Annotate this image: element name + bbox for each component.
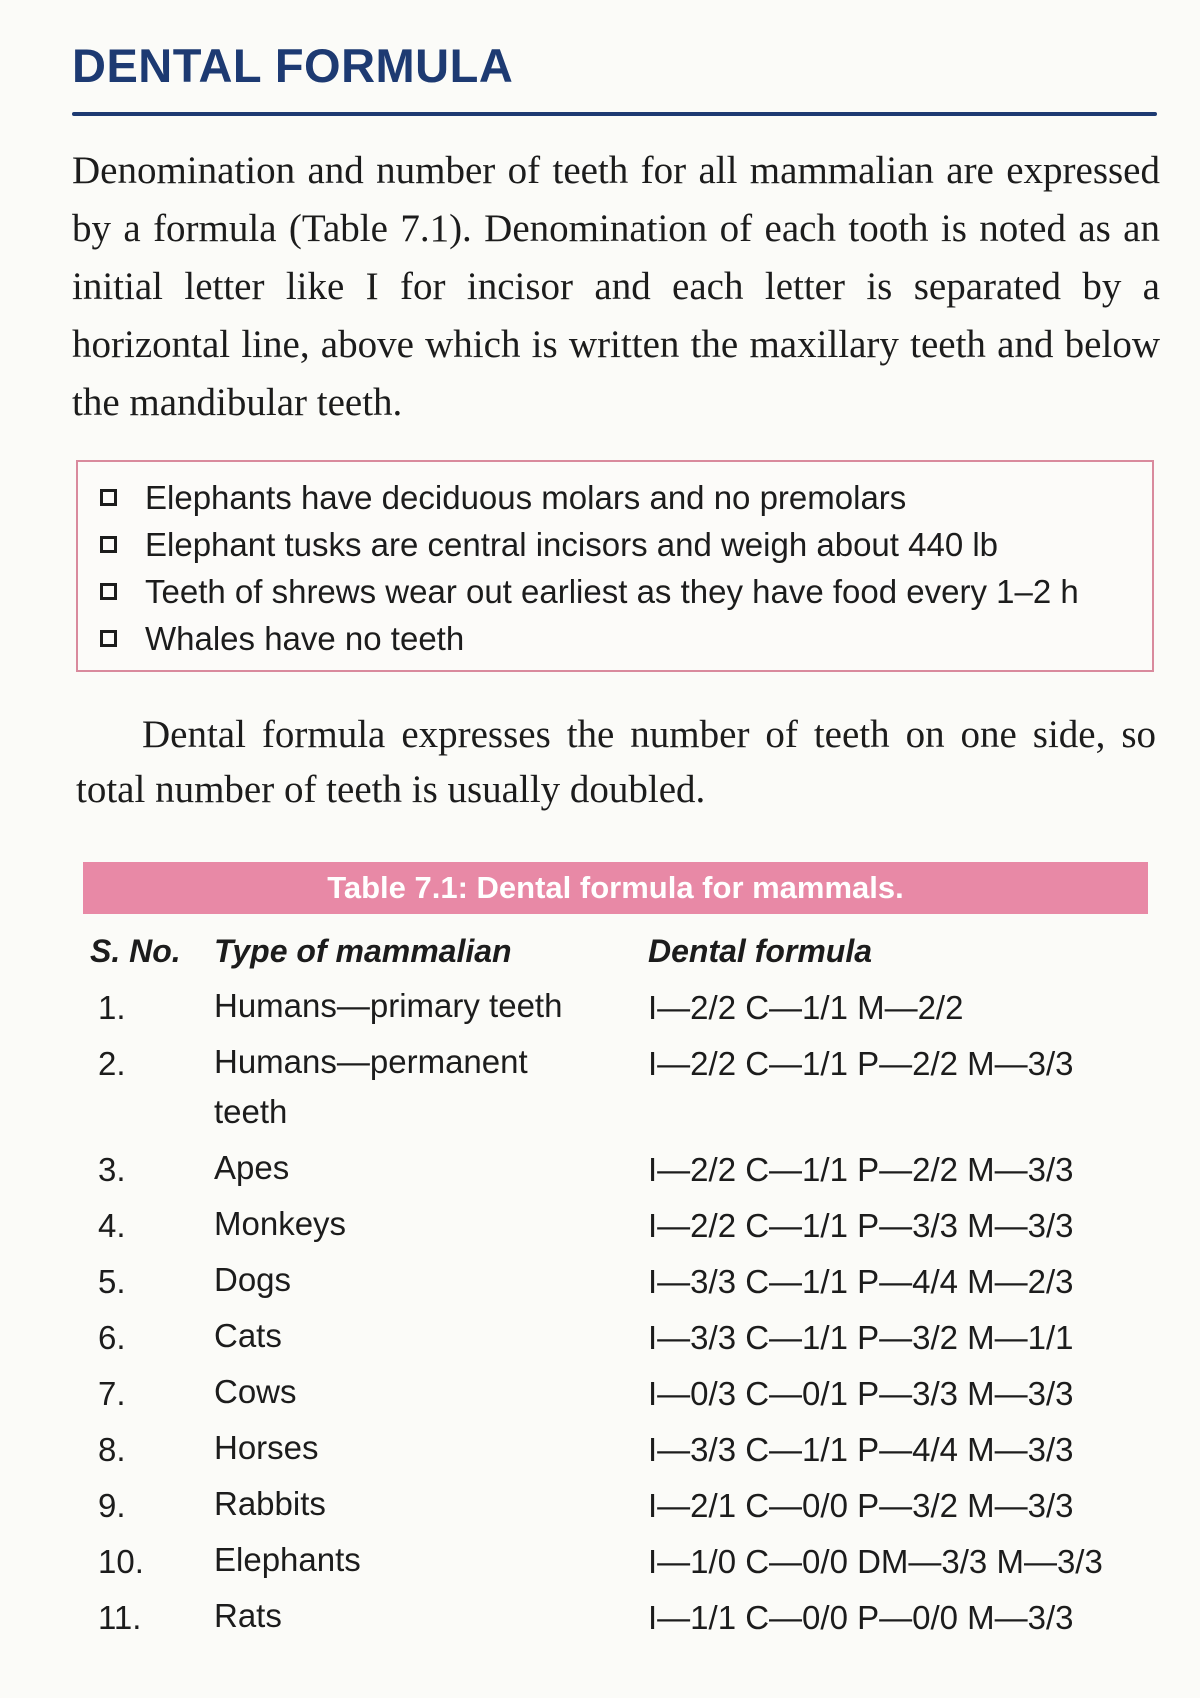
checkbox-bullet-icon xyxy=(100,489,117,506)
section-heading: DENTAL FORMULA xyxy=(72,39,514,92)
checkbox-bullet-icon xyxy=(100,583,117,600)
table-row xyxy=(90,1199,1170,1255)
table-row xyxy=(90,981,1170,1037)
header-sno: S. No. xyxy=(90,933,181,969)
fact-text: Elephant tusks are central incisors and weigh about 440 lb xyxy=(145,525,999,563)
table-row xyxy=(90,1143,1170,1199)
fact-text: Whales have no teeth xyxy=(145,619,465,657)
header-formula: Dental formula xyxy=(648,933,873,969)
row-type: Humans—permanent teeth xyxy=(214,1043,528,1130)
table-row xyxy=(90,1367,1170,1423)
fact-item xyxy=(100,615,1152,662)
row-sno: 6. xyxy=(98,1319,126,1356)
fact-text: Elephants have deciduous molars and no premolars xyxy=(145,478,907,516)
row-sno: 8. xyxy=(98,1431,126,1468)
table-row xyxy=(90,1591,1170,1647)
row-type: Horses xyxy=(214,1429,319,1466)
heading-rule xyxy=(72,112,1157,116)
table-row xyxy=(90,1423,1170,1479)
row-formula: I—1/0 C—0/0 DM—3/3 M—3/3 xyxy=(648,1543,1103,1580)
row-sno: 5. xyxy=(98,1263,126,1300)
row-formula: I—1/1 C—0/0 P—0/0 M—3/3 xyxy=(648,1599,1074,1636)
dental-formula-table xyxy=(90,925,1170,1647)
row-sno: 4. xyxy=(98,1207,126,1244)
table-caption: Table 7.1: Dental formula for mammals. xyxy=(83,862,1148,914)
header-type: Type of mammalian xyxy=(214,933,512,969)
fact-item xyxy=(100,474,1152,521)
row-type: Dogs xyxy=(214,1261,292,1298)
row-formula: I—0/3 C—0/1 P—3/3 M—3/3 xyxy=(648,1375,1074,1412)
table-row xyxy=(90,1311,1170,1367)
checkbox-bullet-icon xyxy=(100,630,117,647)
table-row xyxy=(90,1479,1170,1535)
row-type: Humans—primary teeth xyxy=(214,987,563,1024)
row-formula: I—3/3 C—1/1 P—3/2 M—1/1 xyxy=(648,1319,1074,1356)
intro-paragraph: Denomination and number of teeth for all mammalian are expressed by a formula (Table 7.1). Denomination of each tooth is noted as an initial letter like I for incisor and each letter is separated by a horizontal line, above which is written the maxillary teeth and below the mandibular teeth. xyxy=(72,149,1160,424)
fact-item xyxy=(100,521,1152,568)
fact-box xyxy=(76,460,1154,672)
row-formula: I—2/2 C—1/1 P—3/3 M—3/3 xyxy=(648,1207,1074,1244)
row-formula: I—2/2 C—1/1 P—2/2 M—3/3 xyxy=(648,1045,1074,1082)
table-row xyxy=(90,1535,1170,1591)
row-sno: 7. xyxy=(98,1375,126,1412)
row-formula: I—2/2 C—1/1 M—2/2 xyxy=(648,989,964,1026)
table-header-row xyxy=(90,925,1170,981)
row-sno: 11. xyxy=(98,1599,142,1636)
row-formula: I—2/2 C—1/1 P—2/2 M—3/3 xyxy=(648,1151,1074,1188)
fact-text: Teeth of shrews wear out earliest as they have food every 1–2 h xyxy=(145,572,1079,610)
row-sno: 10. xyxy=(98,1543,144,1580)
row-type: Rabbits xyxy=(214,1485,326,1522)
row-type: Monkeys xyxy=(214,1205,347,1242)
row-sno: 1. xyxy=(98,989,126,1026)
row-formula: I—3/3 C—1/1 P—4/4 M—2/3 xyxy=(648,1263,1074,1300)
row-type: Cats xyxy=(214,1317,282,1354)
table-row xyxy=(90,1255,1170,1311)
row-type: Elephants xyxy=(214,1541,361,1578)
fact-item xyxy=(100,568,1152,615)
row-sno: 9. xyxy=(98,1487,126,1524)
row-sno: 3. xyxy=(98,1151,126,1188)
row-formula: I—3/3 C—1/1 P—4/4 M—3/3 xyxy=(648,1431,1074,1468)
row-formula: I—2/1 C—0/0 P—3/2 M—3/3 xyxy=(648,1487,1074,1524)
row-type: Rats xyxy=(214,1597,282,1634)
checkbox-bullet-icon xyxy=(100,536,117,553)
row-type: Apes xyxy=(214,1149,290,1186)
fact-list xyxy=(100,474,1152,662)
row-type: Cows xyxy=(214,1373,297,1410)
table-row xyxy=(90,1037,1170,1143)
body-paragraph: Dental formula expresses the number of teeth on one side, so total number of teeth is usually doubled. xyxy=(76,713,1156,811)
row-sno: 2. xyxy=(98,1045,126,1082)
